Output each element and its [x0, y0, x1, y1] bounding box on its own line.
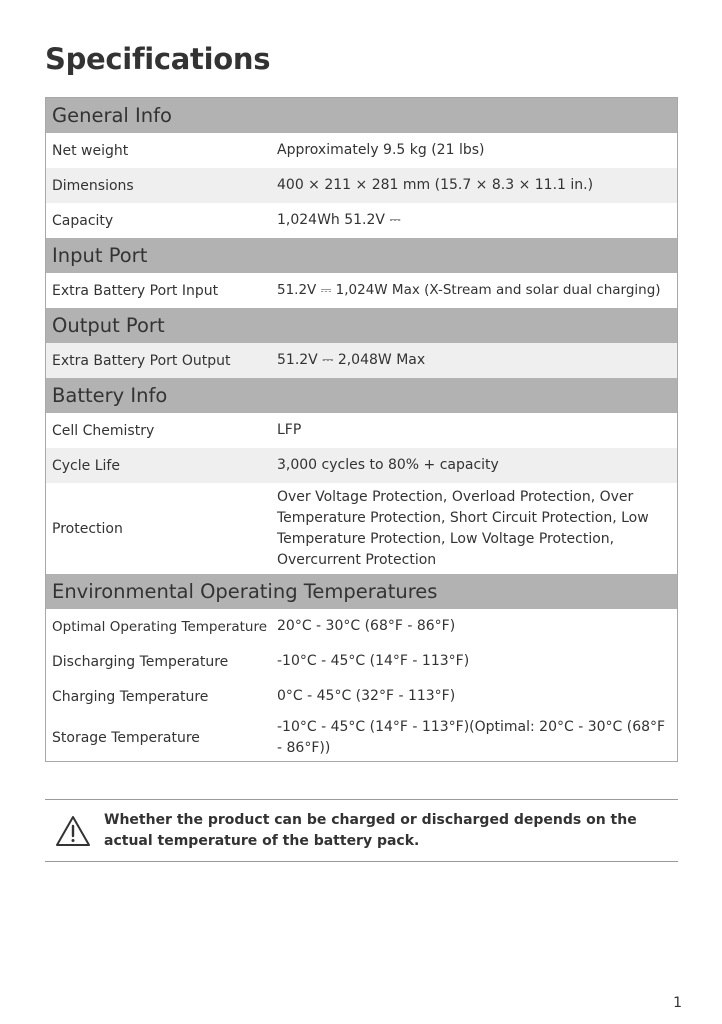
table-row: [46, 679, 677, 714]
row-value: Approximately 9.5 kg (21 lbs): [277, 142, 485, 158]
row-label: Net weight: [52, 142, 129, 159]
row-value: 1,024Wh 51.2V ⎓: [277, 212, 401, 228]
section-header-battery-info: Battery Info: [46, 378, 677, 413]
table-row: [46, 203, 677, 238]
row-value: 0°C - 45°C (32°F - 113°F): [277, 688, 456, 704]
section-header-environmental-temperatures: Environmental Operating Temperatures: [46, 574, 677, 609]
page-number: 1: [673, 995, 682, 1011]
notice-text: Whether the product can be charged or discharged depends on the actual temperature of the battery pack.: [104, 811, 637, 849]
row-label: Cell Chemistry: [52, 422, 155, 439]
table-row: [46, 483, 677, 574]
row-value: LFP: [277, 422, 302, 438]
table-row: [46, 644, 677, 679]
page-title: Specifications: [45, 42, 271, 76]
row-label: Cycle Life: [52, 457, 120, 474]
spec-table: [45, 97, 678, 762]
table-row: [46, 168, 677, 203]
row-label: Dimensions: [52, 177, 134, 194]
section-header-output-port: Output Port: [46, 308, 677, 343]
section-header-general-info: General Info: [46, 98, 677, 133]
row-value: 20°C - 30°C (68°F - 86°F): [277, 618, 456, 634]
table-row: [46, 448, 677, 483]
row-value: 51.2V ⎓ 1,024W Max (X-Stream and solar dual charging): [277, 282, 661, 298]
row-value: 400 × 211 × 281 mm (15.7 × 8.3 × 11.1 in.): [277, 177, 594, 193]
warning-triangle-icon: [55, 815, 91, 847]
row-value: Over Voltage Protection, Overload Protection, Over Temperature Protection, Short Circuit Protection, Low Temperature Protection, Low Voltage Protection, Overcurrent Protection: [277, 488, 649, 568]
row-label: Extra Battery Port Output: [52, 352, 231, 369]
row-value: -10°C - 45°C (14°F - 113°F): [277, 653, 470, 669]
section-header-input-port: Input Port: [46, 238, 677, 273]
table-row: [46, 714, 677, 761]
row-label: Capacity: [52, 212, 114, 229]
row-label: Protection: [52, 520, 123, 537]
row-value: 51.2V ⎓ 2,048W Max: [277, 352, 426, 368]
table-row: [46, 273, 677, 308]
row-label: Discharging Temperature: [52, 653, 229, 670]
table-row: [46, 609, 677, 644]
table-row: [46, 413, 677, 448]
table-row: [46, 133, 677, 168]
row-label: Charging Temperature: [52, 688, 209, 705]
row-value: -10°C - 45°C (14°F - 113°F)(Optimal: 20°C - 30°C (68°F - 86°F)): [277, 718, 666, 756]
row-label: Extra Battery Port Input: [52, 282, 219, 299]
row-value: 3,000 cycles to 80% + capacity: [277, 457, 499, 473]
table-row: [46, 343, 677, 378]
row-label: Optimal Operating Temperature: [52, 618, 268, 635]
warning-notice: [45, 799, 678, 862]
row-label: Storage Temperature: [52, 729, 200, 746]
